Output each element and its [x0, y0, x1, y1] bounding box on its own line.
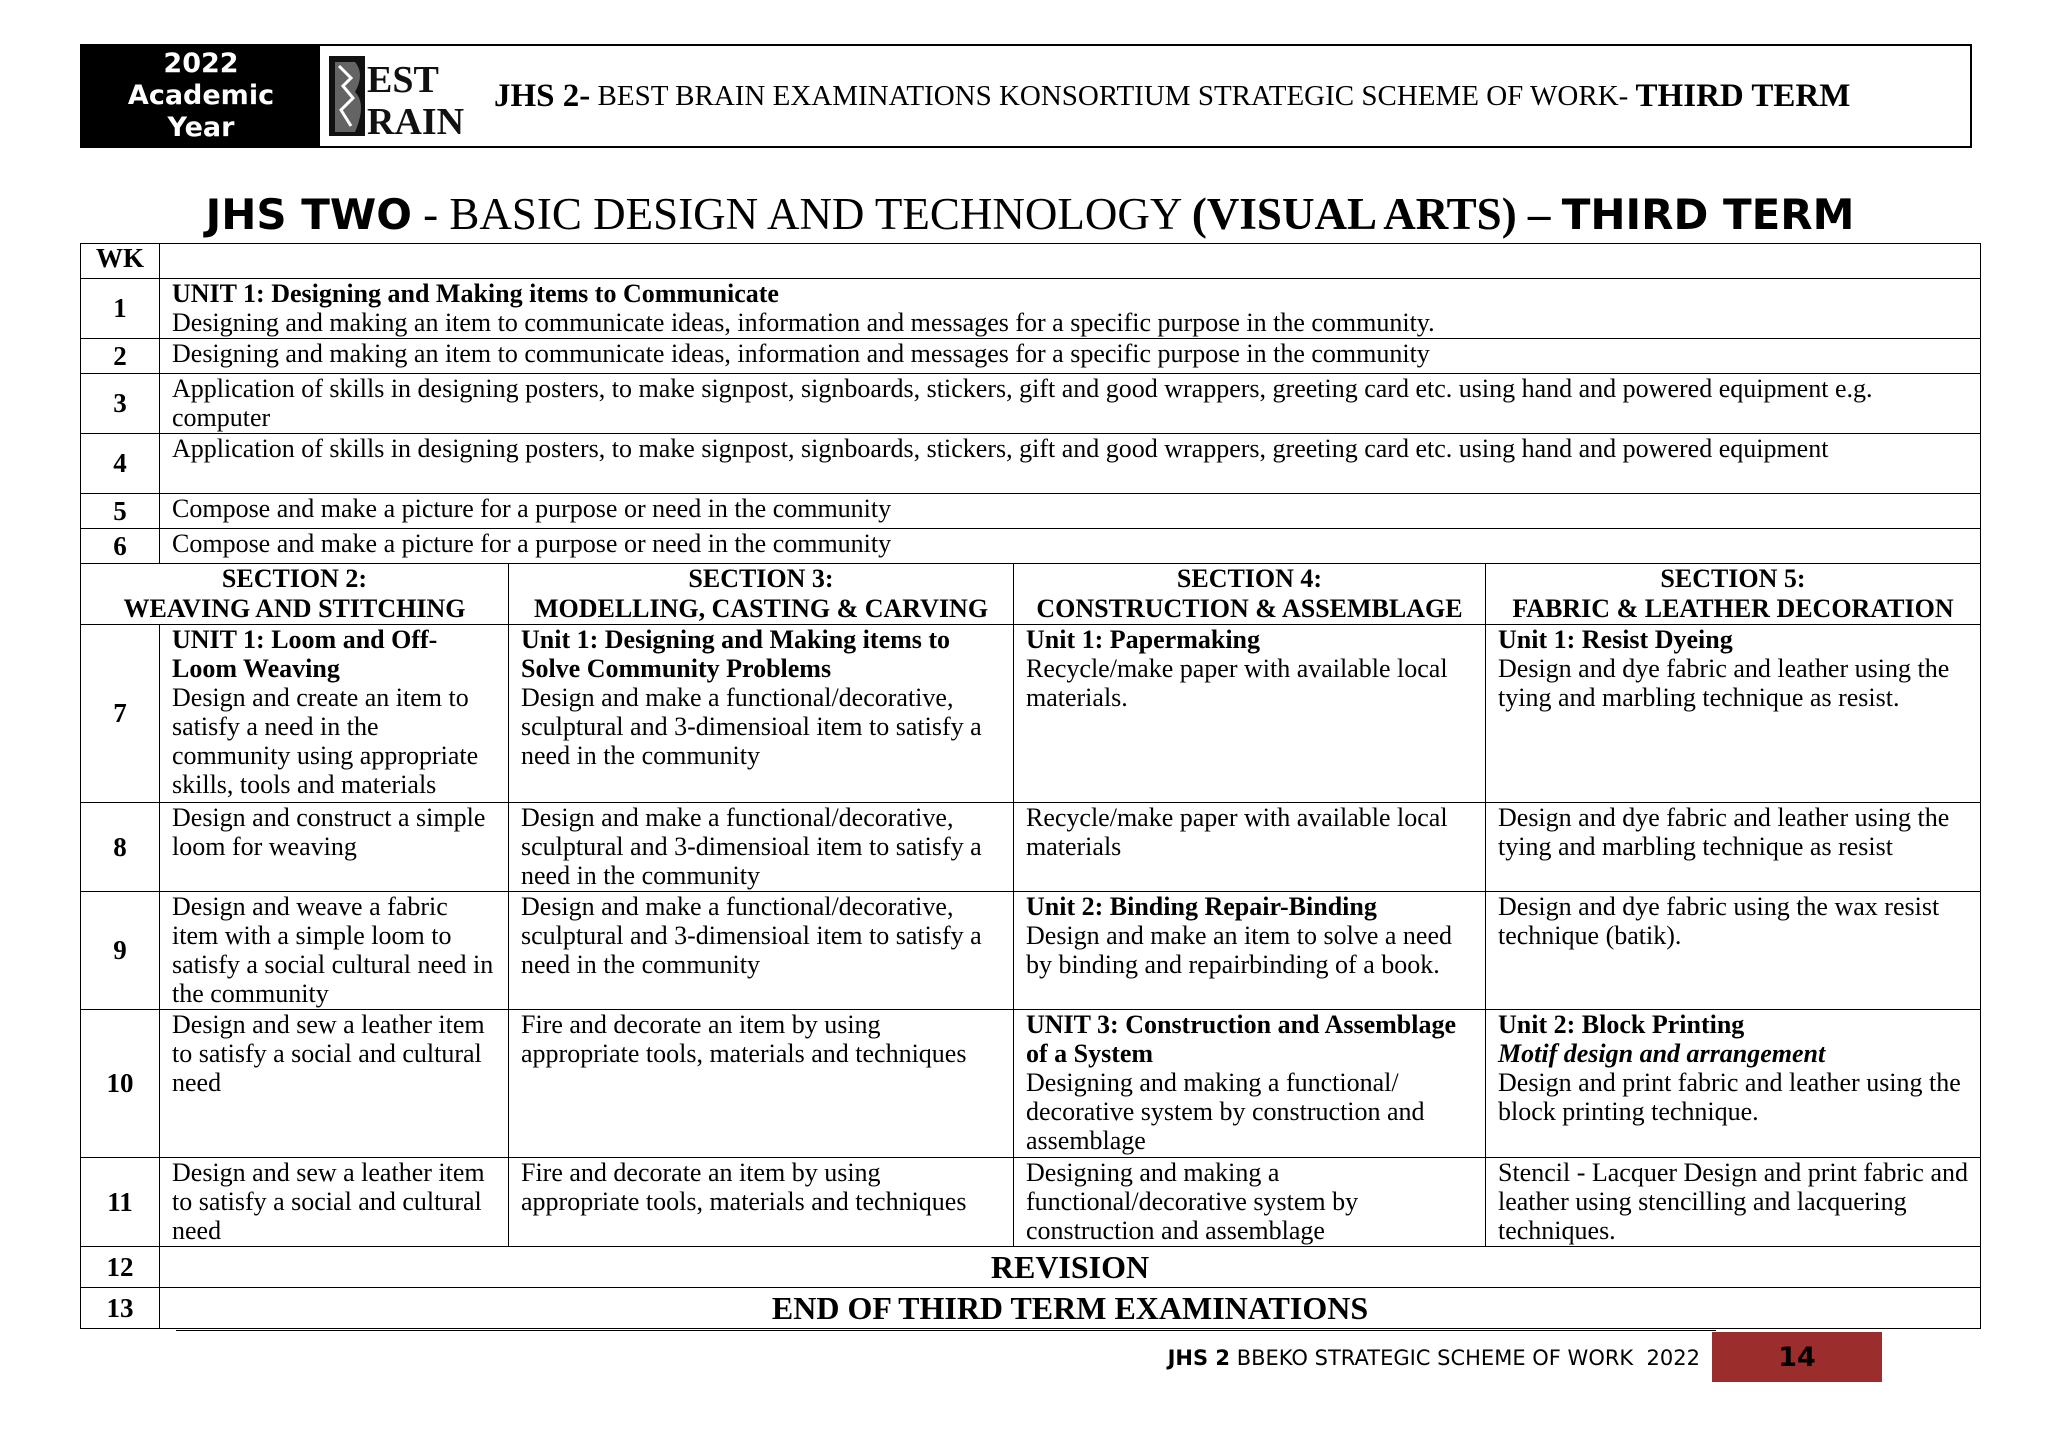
table-row	[81, 374, 1981, 434]
section-5-cell	[1486, 1010, 1981, 1158]
week-description: Designing and making an item to communicate ideas, information and messages for a specific purpose in the community	[160, 339, 1981, 374]
section-4-cell	[1014, 1010, 1486, 1158]
page-number-badge	[1712, 1332, 1882, 1382]
table-row	[81, 1010, 1981, 1158]
section-2-cell: Design and construct a simple loom for weaving	[160, 803, 509, 892]
week-number: 11	[81, 1158, 160, 1247]
section-header-row	[81, 564, 1981, 625]
header-title-class: JHS 2-	[494, 77, 591, 114]
week-number: 10	[81, 1010, 160, 1158]
table-row	[81, 1158, 1981, 1247]
section-5-cell: Design and dye fabric and leather using the tying and marbling technique as resist	[1486, 803, 1981, 892]
week-number: 9	[81, 892, 160, 1010]
header-title-term: THIRD TERM	[1635, 77, 1851, 114]
title-class: JHS TWO	[205, 190, 412, 239]
section-4-cell: Designing and making a functional/decorative system by construction and assemblage	[1014, 1158, 1486, 1247]
footer-class: JHS 2	[1167, 1346, 1231, 1370]
cell-text: Design and dye fabric and leather using the tying and marbling technique as resist.	[1498, 654, 1950, 712]
week-number: 13	[81, 1288, 160, 1329]
section-4-cell	[1014, 625, 1486, 803]
scheme-of-work-table	[80, 243, 1981, 1329]
table-row	[81, 529, 1981, 564]
week-description: Compose and make a picture for a purpose or need in the community	[160, 529, 1981, 564]
page-number: 14	[1778, 1341, 1816, 1373]
section-4-cell	[1014, 892, 1486, 1010]
week-column-header: WK	[81, 244, 160, 279]
title-subject-area: (VISUAL ARTS) –	[1191, 189, 1562, 239]
content-column-header	[160, 244, 1981, 279]
footer-text	[1100, 1338, 1700, 1378]
unit-title: Unit 2: Binding Repair-Binding	[1026, 892, 1377, 921]
year-label-year: Year	[167, 112, 235, 143]
table-row	[81, 434, 1981, 494]
section-3-cell: Design and make a functional/decorative, sculptural and 3-dimensioal item to satisfy a need in the community	[509, 803, 1014, 892]
section-number: SECTION 3:	[688, 564, 834, 593]
week-description: Designing and making an item to communicate ideas, information and messages for a specific purpose in the community.	[172, 308, 1435, 337]
footer-divider	[176, 1330, 1716, 1331]
week-content	[160, 279, 1981, 339]
cell-text: Design and make a functional/decorative, sculptural and 3-dimensioal item to satisfy a need in the community	[521, 683, 982, 770]
table-row	[81, 279, 1981, 339]
week-number: 12	[81, 1247, 160, 1288]
logo-text-est: EST	[367, 59, 439, 101]
table-row	[81, 1247, 1981, 1288]
title-subject: - BASIC DESIGN AND TECHNOLOGY	[411, 189, 1192, 239]
section-5-header	[1486, 564, 1981, 625]
section-5-cell: Design and dye fabric using the wax resist technique (batik).	[1486, 892, 1981, 1010]
section-2-cell: Design and weave a fabric item with a simple loom to satisfy a social cultural need in the community	[160, 892, 509, 1010]
table-header-row	[81, 244, 1981, 279]
section-3-cell	[509, 625, 1014, 803]
cell-text: Design and print fabric and leather using the block printing technique.	[1498, 1068, 1961, 1126]
week-number: 2	[81, 339, 160, 374]
section-3-cell: Fire and decorate an item by using appropriate tools, materials and techniques	[509, 1158, 1014, 1247]
unit-title: Unit 2: Block Printing	[1498, 1010, 1745, 1039]
best-brain-logo	[320, 46, 470, 146]
unit-title: UNIT 1: Designing and Making items to Communicate	[172, 279, 779, 308]
week-description: Compose and make a picture for a purpose or need in the community	[160, 494, 1981, 529]
cell-text: Design and make an item to solve a need by binding and repairbinding of a book.	[1026, 921, 1452, 979]
section-name: MODELLING, CASTING & CARVING	[533, 594, 989, 623]
footer-title: BBEKO STRATEGIC SCHEME OF WORK 2022	[1230, 1346, 1700, 1370]
section-name: FABRIC & LEATHER DECORATION	[1512, 594, 1954, 623]
section-3-cell: Fire and decorate an item by using appropriate tools, materials and techniques	[509, 1010, 1014, 1158]
section-number: SECTION 2:	[221, 564, 368, 593]
page-header	[80, 44, 1972, 148]
section-2-cell: Design and sew a leather item to satisfy a social and cultural need	[160, 1158, 509, 1247]
unit-title: UNIT 3: Construction and Assemblage of a System	[1026, 1010, 1457, 1068]
revision-cell: REVISION	[160, 1247, 1981, 1288]
unit-title: Unit 1: Resist Dyeing	[1498, 625, 1733, 654]
week-number: 1	[81, 279, 160, 339]
section-number: SECTION 4:	[1176, 564, 1323, 593]
section-5-cell	[1486, 625, 1981, 803]
section-4-header	[1014, 564, 1486, 625]
week-number: 8	[81, 803, 160, 892]
logo-text-rain: RAIN	[367, 101, 465, 140]
section-name: CONSTRUCTION & ASSEMBLAGE	[1036, 594, 1463, 623]
table-row	[81, 625, 1981, 803]
header-title	[470, 46, 1970, 146]
week-number: 6	[81, 529, 160, 564]
section-4-cell: Recycle/make paper with available local materials	[1014, 803, 1486, 892]
page-title	[80, 188, 1980, 241]
week-number: 7	[81, 625, 160, 803]
cell-text: Recycle/make paper with available local materials.	[1026, 654, 1448, 712]
table-row	[81, 892, 1981, 1010]
unit-title: Unit 1: Designing and Making items to Solve Community Problems	[521, 625, 951, 683]
section-5-cell: Stencil - Lacquer Design and print fabric and leather using stencilling and lacquering techniques.	[1486, 1158, 1981, 1247]
cell-text: Designing and making a functional/ decorative system by construction and assemblage	[1026, 1068, 1425, 1155]
week-number: 3	[81, 374, 160, 434]
header-title-body: BEST BRAIN EXAMINATIONS KONSORTIUM STRATEGIC SCHEME OF WORK-	[590, 79, 1636, 112]
section-3-cell: Design and make a functional/decorative, sculptural and 3-dimensioal item to satisfy a need in the community	[509, 892, 1014, 1010]
table-row	[81, 1288, 1981, 1329]
title-term: THIRD TERM	[1561, 190, 1855, 239]
section-name: WEAVING AND STITCHING	[123, 594, 466, 623]
table-row	[81, 494, 1981, 529]
unit-title: UNIT 1: Loom and Off-Loom Weaving	[172, 625, 438, 683]
year-number: 2022	[163, 48, 239, 79]
week-description: Application of skills in designing posters, to make signpost, signboards, stickers, gift and good wrappers, greeting card etc. using hand and powered equipment	[160, 434, 1981, 494]
logo-emblem	[325, 52, 465, 140]
table-row	[81, 803, 1981, 892]
week-description: Application of skills in designing posters, to make signpost, signboards, stickers, gift and good wrappers, greeting card etc. using hand and powered equipment e.g. computer	[160, 374, 1981, 434]
section-2-cell: Design and sew a leather item to satisfy a social and cultural need	[160, 1010, 509, 1158]
unit-title: Unit 1: Papermaking	[1026, 625, 1260, 654]
section-2-header	[81, 564, 509, 625]
section-3-header	[509, 564, 1014, 625]
unit-subtitle: Motif design and arrangement	[1498, 1039, 1826, 1068]
academic-year-box	[82, 46, 320, 146]
cell-text: Design and create an item to satisfy a need in the community using appropriate skills, tools and materials	[172, 683, 479, 799]
table-row	[81, 339, 1981, 374]
examinations-cell: END OF THIRD TERM EXAMINATIONS	[160, 1288, 1981, 1329]
year-label-academic: Academic	[127, 80, 275, 111]
week-number: 4	[81, 434, 160, 494]
week-number: 5	[81, 494, 160, 529]
section-number: SECTION 5:	[1660, 564, 1806, 593]
section-2-cell	[160, 625, 509, 803]
